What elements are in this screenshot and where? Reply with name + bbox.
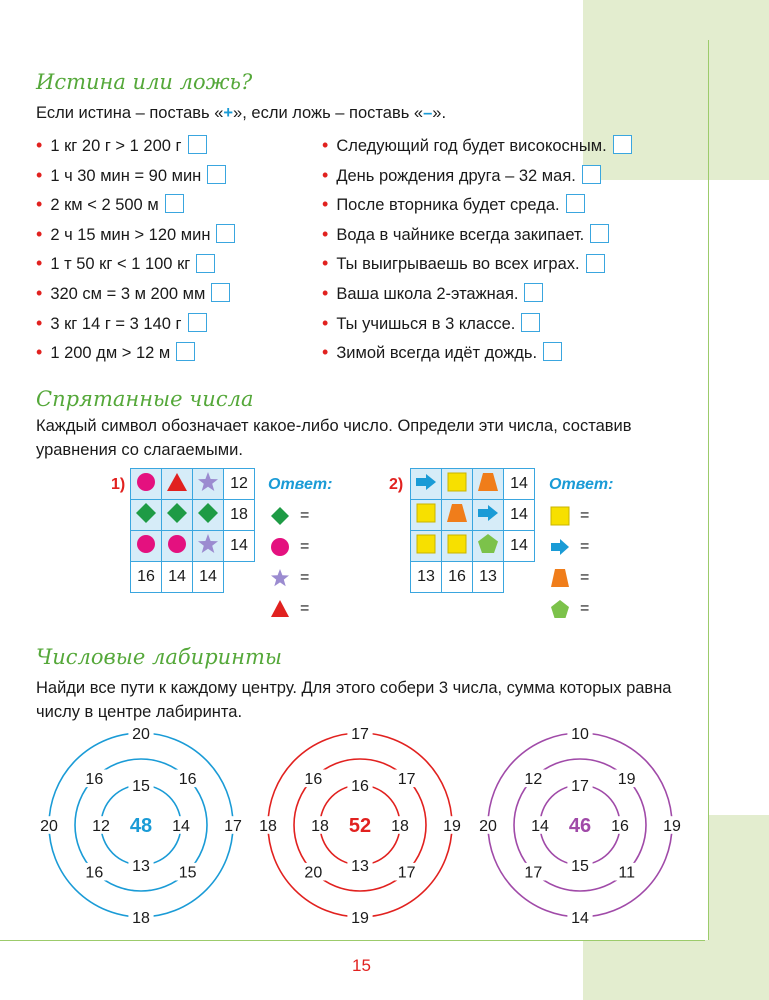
red-triangle-icon [270, 599, 290, 619]
minus-sign: – [423, 104, 433, 122]
maze-middle-number: 16 [85, 771, 104, 789]
bullet-icon: • [36, 253, 43, 274]
orange-trapezoid-icon [477, 472, 499, 492]
statement-text: 2 км < 2 500 м [50, 196, 159, 215]
equals-sign: = [300, 569, 310, 586]
instruction-part: ». [432, 104, 447, 122]
answer-checkbox[interactable] [188, 135, 207, 154]
pink-circle-icon [136, 472, 156, 492]
bullet-icon: • [322, 223, 329, 244]
puzzle-cell [193, 531, 224, 562]
maze-outer-number: 19 [351, 909, 369, 927]
left-statement [36, 249, 215, 277]
equals-sign: = [300, 507, 310, 524]
puzzle-cell [442, 469, 473, 500]
maze-inner-number: 18 [311, 817, 329, 835]
right-statement [322, 190, 585, 218]
statement-text: 320 см = 3 м 200 мм [50, 285, 206, 303]
maze-inner-number: 15 [571, 857, 589, 875]
corner-decoration-page [583, 940, 769, 1000]
purple-star-icon [197, 471, 219, 493]
row-sum: 18 [224, 500, 255, 531]
answer-checkbox[interactable] [524, 283, 543, 302]
puzzle-2-answer-pentagon [550, 597, 589, 621]
empty-cell [504, 562, 535, 593]
answer-checkbox[interactable] [582, 165, 601, 184]
right-statement [322, 279, 543, 307]
maze-inner-number: 12 [92, 817, 110, 835]
statement-text: Следующий год будет високосным. [336, 137, 607, 155]
statement-text: Ты учишься в 3 классе. [336, 314, 516, 333]
statement-text: 1 200 дм > 12 м [50, 344, 171, 363]
left-statement [36, 279, 230, 307]
maze-inner-number: 16 [611, 817, 629, 835]
maze-middle-number: 17 [524, 864, 543, 882]
puzzle-cell [131, 500, 162, 531]
bullet-icon: • [36, 164, 43, 185]
puzzle-2-grid [410, 468, 535, 593]
col-sum: 13 [473, 562, 504, 593]
statement-text: 1 кг 20 г > 1 200 г [50, 137, 182, 155]
equals-sign: = [300, 600, 310, 617]
maze-inner-number: 13 [132, 857, 150, 875]
bullet-icon: • [36, 312, 43, 333]
puzzle-1-grid [130, 468, 255, 593]
pink-circle-icon [270, 537, 290, 557]
puzzle-cell [473, 500, 504, 531]
row-sum: 14 [504, 500, 535, 531]
pink-circle-icon [167, 534, 187, 554]
statement-text: 1 т 50 кг < 1 100 кг [50, 255, 191, 274]
puzzle-2-label: 2) [389, 476, 404, 493]
equals-sign: = [580, 569, 590, 586]
yellow-square-icon [447, 472, 467, 492]
puzzle-cell [193, 469, 224, 500]
maze-inner-number: 14 [172, 817, 190, 835]
statement-text: Вода в чайнике всегда закипает. [336, 225, 585, 244]
section-instruction-mazes: Найди все пути к каждому центру. Для этого собери 3 числа, сумма которых равна числу в центре лабиринта. [36, 679, 672, 721]
margin-line-horizontal [0, 940, 705, 941]
answer-checkbox[interactable] [566, 194, 585, 213]
bullet-icon: • [322, 312, 329, 333]
right-statement [322, 338, 562, 366]
orange-trapezoid-icon [550, 568, 570, 588]
puzzle-1-answer-title: Ответ: [268, 476, 333, 493]
answer-checkbox[interactable] [216, 224, 235, 243]
answer-checkbox[interactable] [196, 254, 215, 273]
puzzle-2-answer-square [550, 504, 589, 528]
maze-outer-number: 17 [224, 817, 242, 835]
section-title-truth: Истина или ложь? [36, 70, 253, 94]
bullet-icon: • [36, 135, 43, 155]
puzzle-cell [162, 531, 193, 562]
page-number: 15 [352, 956, 371, 975]
section-title-hidden: Спрятанные числа [36, 387, 254, 411]
maze-outer-number: 14 [571, 909, 589, 927]
maze-1 [36, 724, 245, 927]
maze-middle-number: 19 [617, 771, 636, 789]
bullet-icon: • [322, 342, 329, 363]
row-sum: 12 [224, 469, 255, 500]
yellow-square-icon [416, 534, 436, 554]
right-statement [322, 161, 601, 189]
maze-inner-number: 13 [351, 857, 369, 875]
right-statement [322, 249, 605, 277]
puzzle-cell [411, 531, 442, 562]
bullet-icon: • [322, 135, 329, 155]
answer-checkbox[interactable] [613, 135, 632, 154]
puzzle-cell [411, 469, 442, 500]
col-sum: 16 [442, 562, 473, 593]
maze-middle-number: 16 [178, 771, 197, 789]
maze-outer-number: 20 [40, 817, 58, 835]
green-diamond-icon [166, 502, 188, 524]
left-statement [36, 161, 226, 189]
green-diamond-icon [270, 506, 290, 526]
statement-text: Зимой всегда идёт дождь. [336, 344, 538, 363]
maze-outer-number: 18 [259, 817, 277, 835]
answer-checkbox[interactable] [211, 283, 230, 302]
maze-outer-number: 20 [132, 725, 150, 743]
instruction-part: », если ложь – поставь « [233, 104, 424, 122]
green-diamond-icon [197, 502, 219, 524]
bullet-icon: • [322, 164, 329, 185]
col-sum: 14 [193, 562, 224, 593]
maze-inner-number: 15 [132, 777, 150, 795]
puzzle-1-answer-star [270, 566, 309, 590]
statement-text: Ваша школа 2-этажная. [336, 285, 519, 303]
maze-inner-number: 17 [571, 777, 589, 795]
blue-arrow-icon [415, 473, 437, 491]
puzzle-cell [473, 531, 504, 562]
maze-outer-number: 19 [443, 817, 461, 835]
right-statement [322, 131, 632, 159]
col-sum: 14 [162, 562, 193, 593]
maze-outer-number: 20 [479, 817, 497, 835]
maze-middle-number: 16 [85, 864, 104, 882]
maze-center-number: 48 [129, 815, 153, 837]
margin-line-vertical [708, 40, 709, 940]
purple-star-icon [270, 568, 290, 588]
answer-checkbox[interactable] [176, 342, 195, 361]
bullet-icon: • [36, 223, 43, 244]
equals-sign: = [580, 507, 590, 524]
statement-text: 3 кг 14 г = 3 140 г [50, 314, 182, 333]
blue-arrow-icon [477, 504, 499, 522]
maze-middle-number: 11 [618, 864, 635, 882]
answer-checkbox[interactable] [521, 313, 540, 332]
answer-checkbox[interactable] [165, 194, 184, 213]
answer-checkbox[interactable] [586, 254, 605, 273]
bullet-icon: • [322, 194, 329, 215]
puzzle-1-label: 1) [111, 476, 126, 493]
statement-text: 2 ч 15 мин > 120 мин [50, 225, 211, 244]
answer-checkbox[interactable] [188, 313, 207, 332]
equals-sign: = [580, 538, 590, 555]
puzzle-cell [162, 469, 193, 500]
puzzle-2-answer-title: Ответ: [549, 476, 614, 493]
statement-text: 1 ч 30 мин = 90 мин [50, 166, 202, 185]
green-pentagon-icon [477, 533, 499, 555]
orange-trapezoid-icon [446, 503, 468, 523]
left-statement [36, 131, 207, 159]
puzzle-cell [131, 531, 162, 562]
maze-center-number: 46 [568, 815, 592, 837]
puzzle-cell [162, 500, 193, 531]
puzzle-cell [193, 500, 224, 531]
puzzle-cell [131, 469, 162, 500]
red-triangle-icon [166, 472, 188, 492]
puzzle-2-answer-arrow [550, 535, 589, 559]
maze-outer-number: 17 [351, 725, 369, 743]
maze-outer-number: 19 [663, 817, 681, 835]
puzzle-cell [442, 531, 473, 562]
maze-middle-number: 20 [304, 864, 323, 882]
bullet-icon: • [322, 253, 329, 274]
maze-3 [475, 724, 684, 927]
equals-sign: = [300, 538, 310, 555]
plus-sign: + [223, 104, 234, 122]
instruction-part: Если истина – поставь « [36, 104, 224, 122]
statement-text: После вторника будет среда. [336, 196, 560, 215]
col-sum: 16 [131, 562, 162, 593]
maze-middle-number: 17 [397, 771, 416, 789]
maze-middle-number: 16 [304, 771, 323, 789]
bullet-icon: • [36, 194, 43, 215]
row-sum: 14 [504, 531, 535, 562]
left-statement [36, 338, 195, 366]
maze-inner-number: 16 [351, 777, 369, 795]
puzzle-1-answer-circle [270, 535, 309, 559]
maze-inner-number: 18 [391, 817, 409, 835]
maze-middle-number: 17 [397, 864, 416, 882]
section-instruction-truth [36, 101, 686, 125]
section-title-mazes: Числовые лабиринты [36, 645, 283, 669]
green-pentagon-icon [550, 599, 570, 619]
right-statement [322, 220, 609, 248]
maze-outer-number: 10 [571, 725, 589, 743]
maze-inner-number: 14 [531, 817, 549, 835]
puzzle-1-answer-diamond [270, 504, 309, 528]
purple-star-icon [197, 533, 219, 555]
bullet-icon: • [36, 283, 43, 303]
yellow-square-icon [447, 534, 467, 554]
yellow-square-icon [550, 506, 570, 526]
maze-2 [255, 724, 464, 927]
number-mazes [0, 720, 705, 930]
puzzle-cell [411, 500, 442, 531]
answer-checkbox[interactable] [543, 342, 562, 361]
statement-text: День рождения друга – 32 мая. [336, 166, 576, 185]
answer-checkbox[interactable] [590, 224, 609, 243]
col-sum: 13 [411, 562, 442, 593]
yellow-square-icon [416, 503, 436, 523]
maze-outer-number: 18 [132, 909, 150, 927]
left-statement [36, 190, 184, 218]
section-instruction-hidden: Каждый символ обозначает какое-либо число. Определи эти числа, составив уравнения со слагаемыми. [36, 417, 632, 459]
puzzle-cell [473, 469, 504, 500]
statement-text: Ты выигрываешь во всех играх. [336, 255, 580, 274]
maze-middle-number: 15 [178, 864, 197, 882]
left-statement [36, 220, 235, 248]
puzzle-cell [442, 500, 473, 531]
blue-arrow-icon [550, 538, 570, 556]
green-diamond-icon [135, 502, 157, 524]
answer-checkbox[interactable] [207, 165, 226, 184]
maze-middle-number: 12 [524, 771, 543, 789]
right-statement [322, 309, 540, 337]
equals-sign: = [580, 600, 590, 617]
left-statement [36, 309, 207, 337]
pink-circle-icon [136, 534, 156, 554]
puzzle-2-answer-trapezoid [550, 566, 589, 590]
bullet-icon: • [36, 342, 43, 363]
row-sum: 14 [224, 531, 255, 562]
empty-cell [224, 562, 255, 593]
bullet-icon: • [322, 283, 329, 303]
puzzle-1-answer-triangle [270, 597, 309, 621]
maze-center-number: 52 [348, 815, 372, 837]
row-sum: 14 [504, 469, 535, 500]
